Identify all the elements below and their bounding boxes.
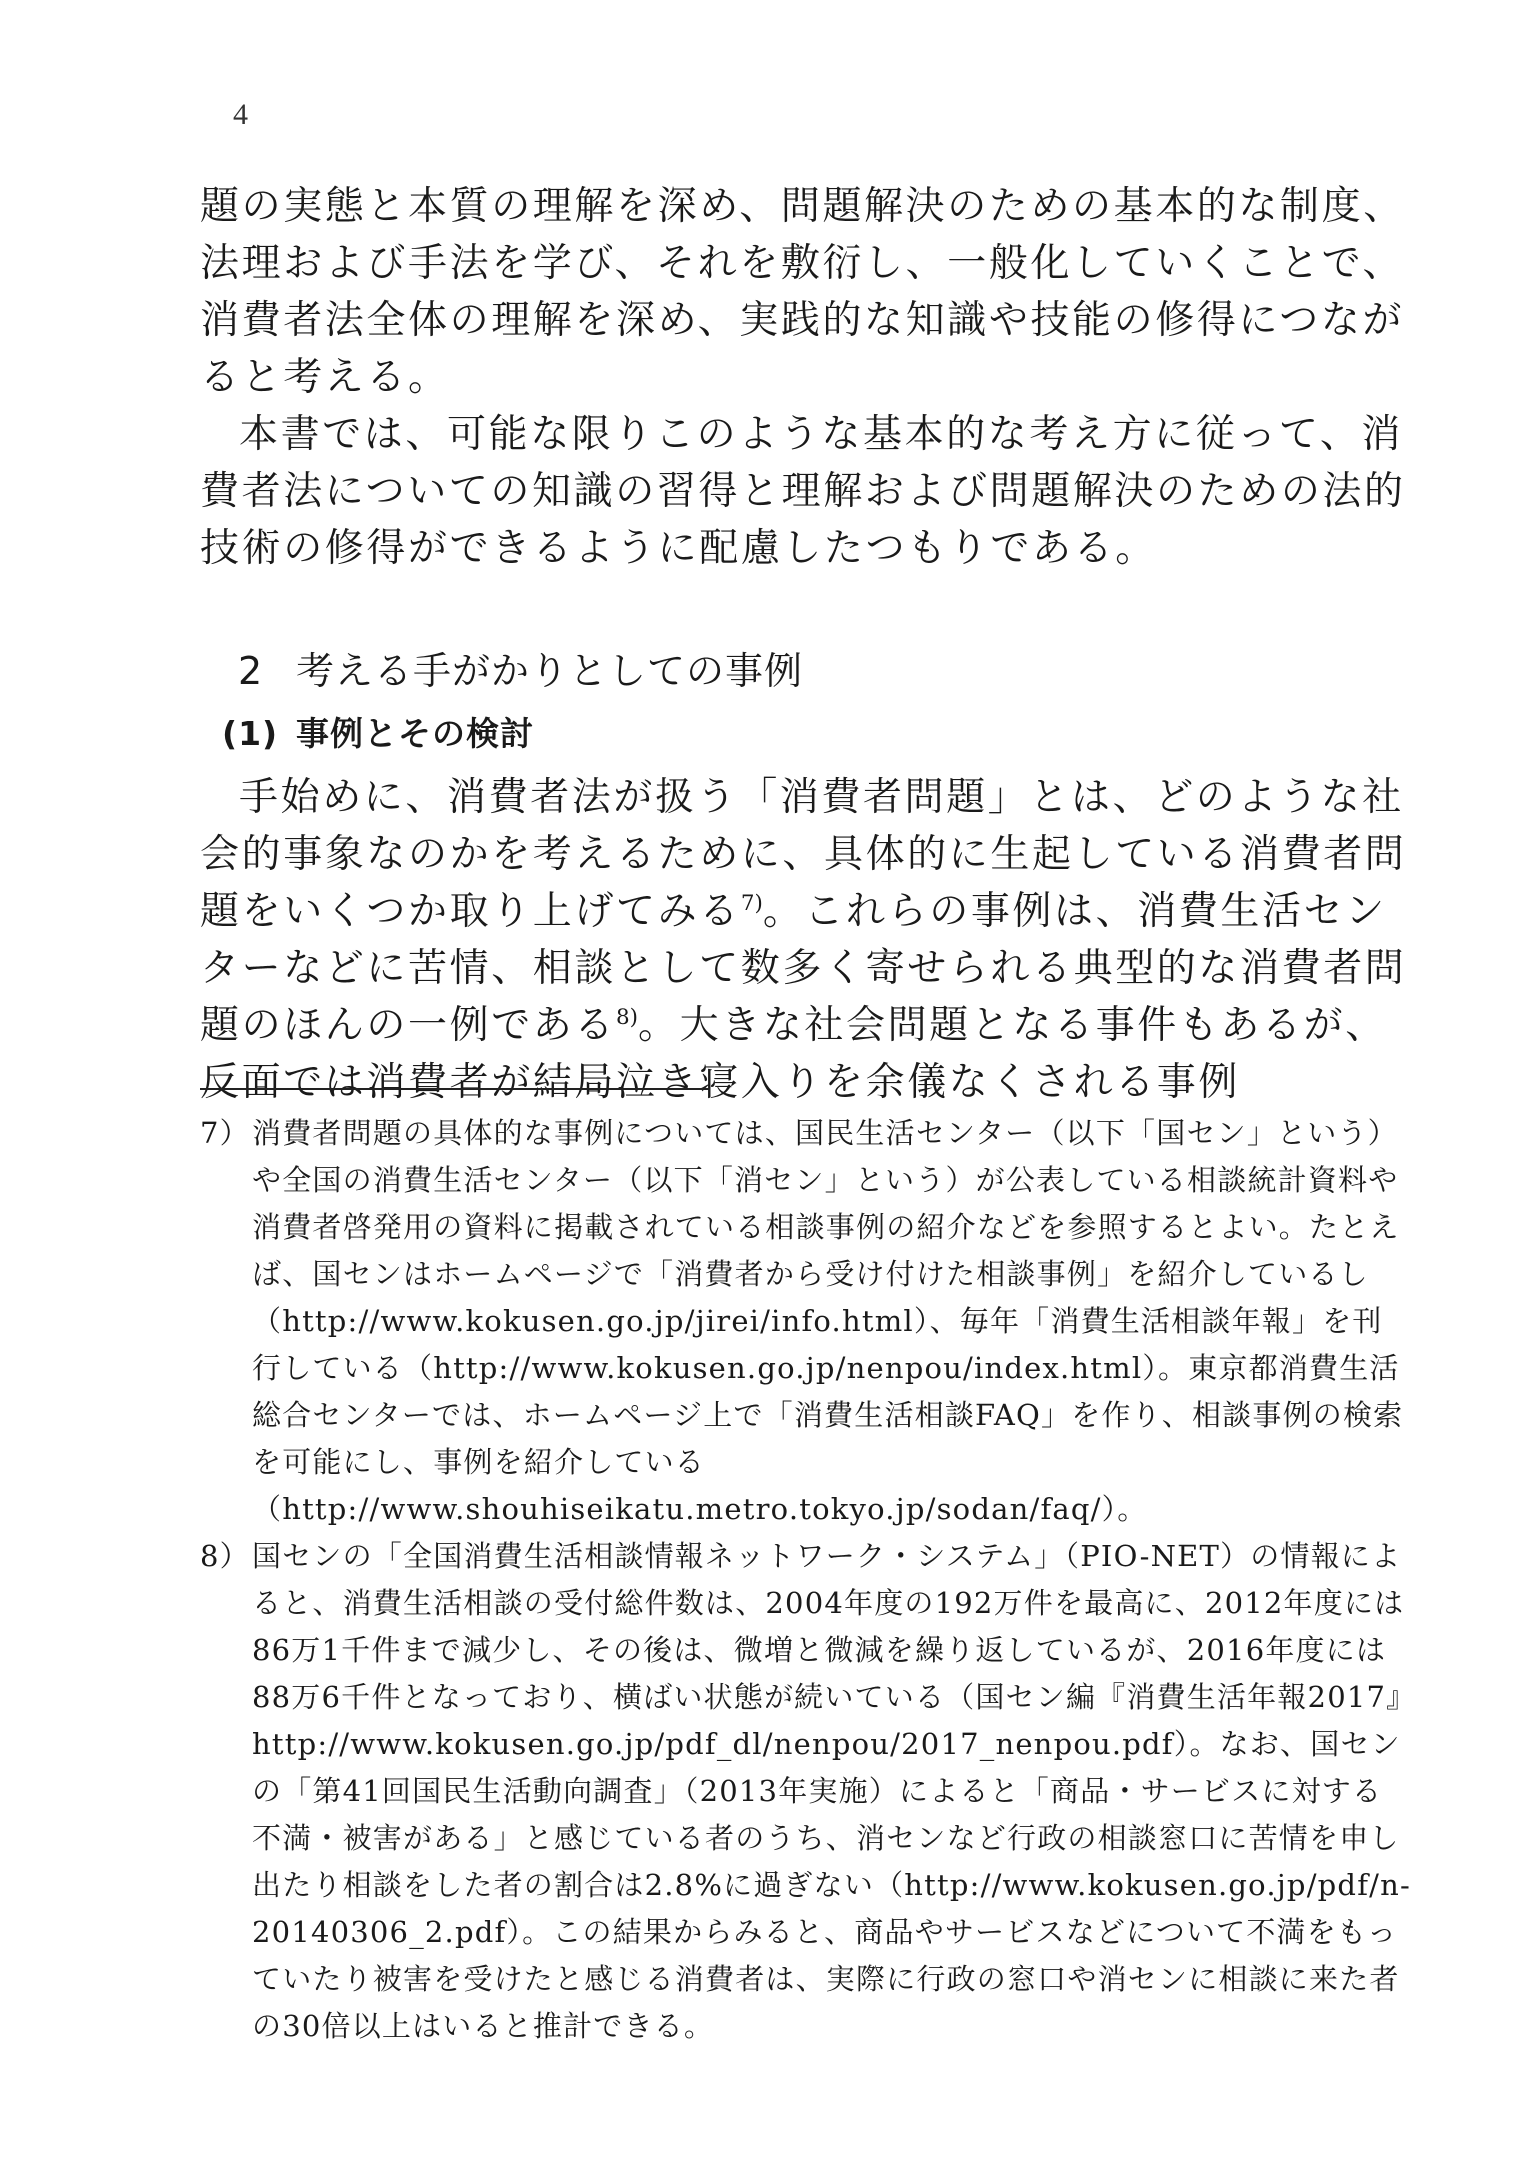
footnote-separator: [200, 1088, 710, 1090]
body-text-part-3: 。大きな社会問題となる事件もあるが、反面では消費者が結局泣き寝入りを余儀なくされる事例: [200, 1003, 1387, 1105]
page-number: 4: [233, 98, 248, 131]
section-heading: [238, 641, 1410, 701]
footnote-number: 8）: [200, 1539, 250, 1573]
intro-paragraph-1: 題の実態と本質の理解を深め、問題解決のための基本的な制度、法理および手法を学び、それを敷衍し、一般化していくことで、消費者法全体の理解を深め、実践的な知識や技能の修得につながると考える。: [200, 184, 1405, 400]
body-paragraph: [200, 769, 1410, 1111]
footnotes: [200, 1110, 1412, 2050]
body-text-part-1: 手始めに、消費者法が扱う「消費者問題」とは、どのような社会的事象なのかを考えるために、具体的に生起している消費者問題をいくつか取り上げてみる: [200, 775, 1407, 934]
footnote-number: 7）: [200, 1116, 250, 1150]
subsection-heading: [222, 707, 1410, 761]
subsection-number: (1): [222, 714, 279, 753]
footnote-ref-7[interactable]: 7): [740, 891, 763, 916]
body-text-part-2: 。これらの事例は、消費生活センターなどに苦情、相談として数多く寄せられる典型的な消費者問題のほんの一例である: [200, 889, 1407, 1048]
subsection-title: 事例とその検討: [296, 714, 534, 753]
footnote-8: [200, 1533, 1412, 2050]
footnote-text: 国センの「全国消費生活相談情報ネットワーク・システム」（PIO-NET）の情報によると、消費生活相談の受付総件数は、2004年度の192万件を最高に、2012年度には86万1千件まで減少し、その後は、微増と微減を繰り返しているが、2016年度には88万6千件となっており、横ばい状態が続いている（国セン編『消費生活年報2017』http://www.kokusen.go.jp/pdf_dl/nenpou/2017_nenpou.pdf）。なお、国センの「第41回国民生活動向調査」（2013年実施）によると「商品・サービスに対する不満・被害がある」と感じている者のうち、消センなど行政の相談窓口に苦情を申し出たり相談をした者の割合は2.8%に過ぎない（http://www.kokusen.go.jp/pdf/n-20140306_2.pdf）。この結果からみると、商品やサービスなどについて不満をもっていたり被害を受けたと感じる消費者は、実際に行政の窓口や消センに相談に来た者の30倍以上はいると推計できる。: [252, 1539, 1411, 2043]
intro-paragraph-2: 本書では、可能な限りこのような基本的な考え方に従って、消費者法についての知識の習得と理解および問題解決のための法的技術の修得ができるように配慮したつもりである。: [200, 412, 1406, 571]
footnote-ref-8[interactable]: 8): [616, 1005, 639, 1030]
footnote-text: 消費者問題の具体的な事例については、国民生活センター（以下「国セン」という）や全国の消費生活センター（以下「消セン」という）が公表している相談統計資料や消費者啓発用の資料に掲載されている相談事例の紹介などを参照するとよい。たとえば、国センはホームページで「消費者から受け付けた相談事例」を紹介しているし（http://www.kokusen.go.jp/jirei/info.html）、毎年「消費生活相談年報」を刊行している（http://www.kokusen.go.jp/nenpou/index.html）。東京都消費生活総合センターでは、ホームページ上で「消費生活相談FAQ」を作り、相談事例の検索を可能にし、事例を紹介している（http://www.shouhiseikatu.metro.tokyo.jp/sodan/faq/）。: [252, 1116, 1404, 1526]
footnote-7: [200, 1110, 1412, 1533]
section-title: 考える手がかりとしての事例: [296, 649, 804, 693]
section-number: 2: [238, 649, 264, 693]
main-text: [200, 178, 1410, 1111]
